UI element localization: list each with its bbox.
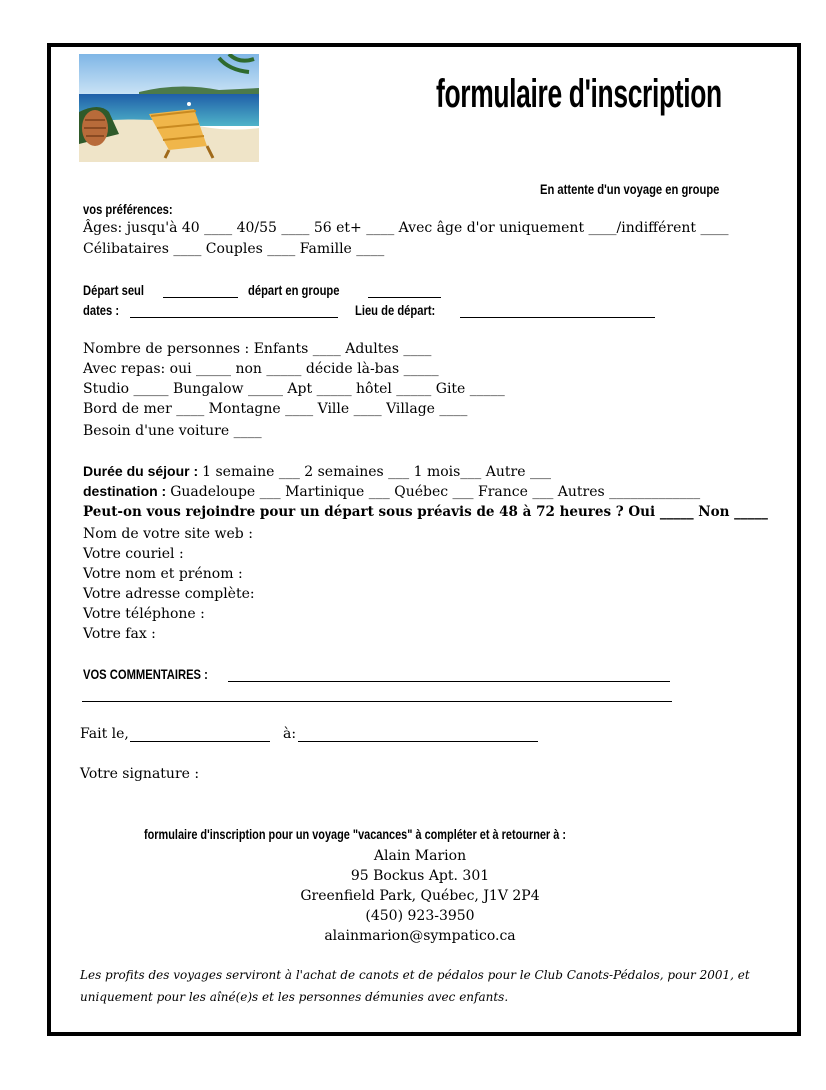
contact-city: Greenfield Park, Québec, J1V 2P4: [300, 888, 540, 904]
lieu-depart-label: Lieu de départ:: [355, 302, 436, 318]
duree-label: Durée du séjour :: [83, 463, 199, 479]
comments-field-2[interactable]: [82, 701, 672, 702]
destination-row: [83, 483, 700, 501]
fait-le-label: Fait le,: [80, 726, 129, 742]
footer-heading: formulaire d'inscription pour un voyage "vacances" à compléter et à retourner à :: [144, 826, 566, 842]
depart-seul-field[interactable]: [163, 297, 238, 298]
a-label: à:: [283, 726, 297, 742]
lieu-depart-field[interactable]: [460, 317, 655, 318]
contact-email: alainmarion@sympatico.ca: [324, 928, 516, 944]
contact-street: 95 Bockus Apt. 301: [350, 868, 490, 884]
contact-name: Alain Marion: [373, 848, 467, 864]
logement-line: Studio _____ Bungalow _____ Apt _____ hôtel _____ Gite _____: [83, 381, 505, 397]
couriel-label: Votre couriel :: [83, 546, 184, 562]
preavis-line: Peut-on vous rejoindre pour un départ sous préavis de 48 à 72 heures ? Oui _____ Non _____: [83, 504, 768, 520]
destination-options: Guadeloupe ___ Martinique ___ Québec ___ France ___ Autres _____________: [170, 484, 701, 500]
site-web-label: Nom de votre site web :: [83, 526, 253, 542]
duree-row: [83, 463, 551, 481]
beach-photo: [79, 54, 259, 162]
signature-label: Votre signature :: [80, 766, 200, 782]
adresse-label: Votre adresse complète:: [83, 586, 255, 602]
telephone-label: Votre téléphone :: [83, 606, 205, 622]
dates-field[interactable]: [130, 317, 338, 318]
destination-label: destination :: [83, 483, 167, 499]
preferences-heading: vos préférences:: [83, 201, 173, 217]
lieu-type-line: Bord de mer ____ Montagne ____ Ville ____ Village ____: [83, 401, 468, 417]
repas-line: Avec repas: oui _____ non _____ décide là-bas _____: [83, 361, 439, 377]
contact-phone: (450) 923-3950: [365, 908, 475, 924]
contact-fields: [83, 524, 255, 644]
comments-label: VOS COMMENTAIRES :: [83, 666, 208, 682]
depart-groupe-label: départ en groupe: [248, 282, 340, 298]
status-line: Célibataires ____ Couples ____ Famille ____: [83, 241, 385, 257]
voiture-line: Besoin d'une voiture ____: [83, 423, 262, 439]
dates-label: dates :: [83, 302, 120, 318]
a-field[interactable]: [298, 741, 538, 742]
duree-options: 1 semaine ___ 2 semaines ___ 1 mois___ Autre ___: [202, 464, 551, 480]
depart-groupe-field[interactable]: [368, 297, 441, 298]
profits-note: Les profits des voyages serviront à l'achat de canots et de pédalos pour le Club Canots-Pédalos, pour 2001, et uniquement pour les aîné(e)s et les personnes démunies avec enfants.: [80, 968, 750, 1004]
depart-seul-label: Départ seul: [83, 282, 144, 298]
address-block: [220, 846, 620, 946]
comments-field-1[interactable]: [228, 681, 670, 682]
form-title: formulaire d'inscription: [436, 72, 722, 116]
fax-label: Votre fax :: [83, 626, 156, 642]
personnes-line: Nombre de personnes : Enfants ____ Adultes ____: [83, 341, 432, 357]
fait-le-field[interactable]: [130, 741, 270, 742]
subtitle: En attente d'un voyage en groupe: [540, 181, 720, 197]
ages-line: Âges: jusqu'à 40 ____ 40/55 ____ 56 et+ ____ Avec âge d'or uniquement ____/indifférent ____: [83, 220, 729, 236]
nom-prenom-label: Votre nom et prénom :: [83, 566, 243, 582]
